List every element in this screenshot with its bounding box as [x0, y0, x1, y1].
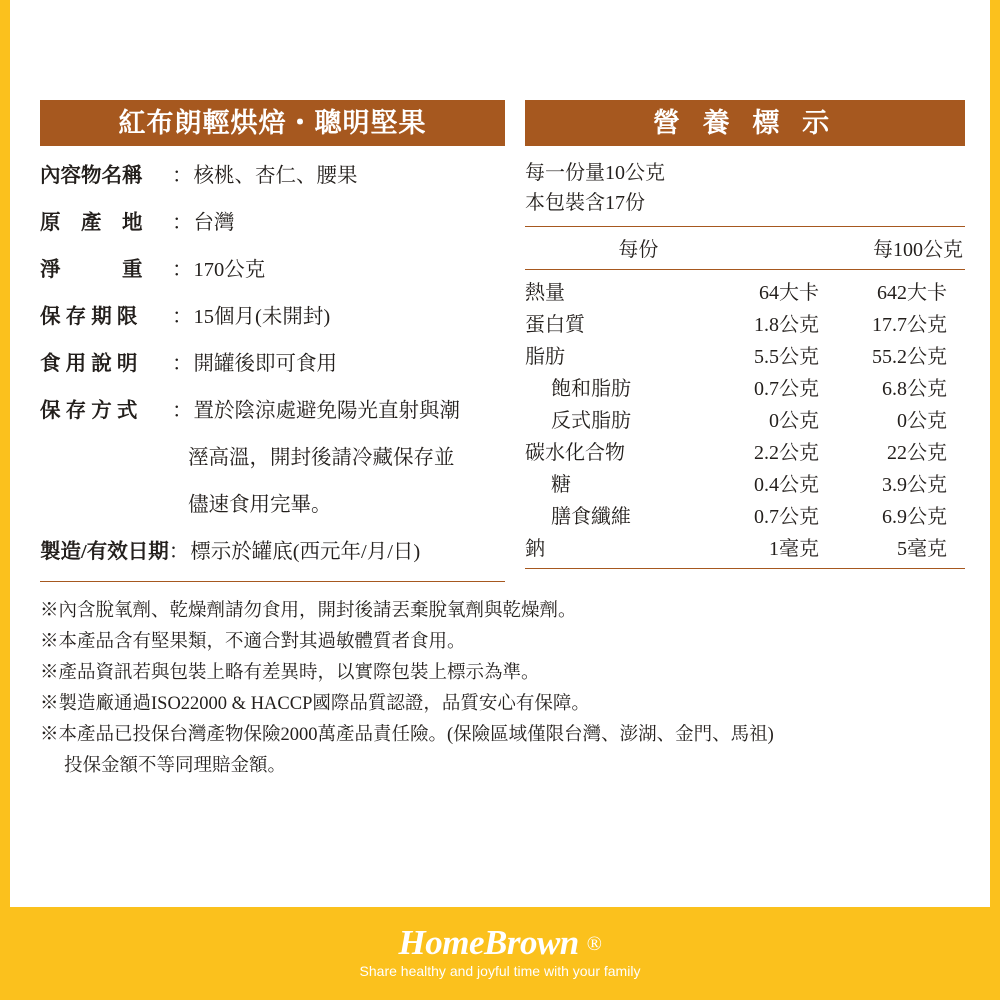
nutrient-value-per-100g: 0 — [897, 409, 907, 432]
spec-colon: ： — [172, 259, 193, 281]
spec-colon: ： — [172, 212, 193, 234]
nutrient-unit-per-100g: 公克 — [907, 505, 947, 528]
nutrient-unit-per-serving: 公克 — [779, 345, 819, 368]
servings-per-pack: 本包裝含17份 — [525, 192, 645, 214]
nutrient-value-per-100g: 5 — [897, 537, 907, 560]
brand-logo — [0, 923, 1000, 963]
nutrient-value-per-serving: 2.2 — [754, 441, 779, 464]
spec-colon: ： — [172, 306, 193, 328]
label-content — [40, 100, 970, 782]
serving-size: 每一份量10公克 — [525, 162, 665, 184]
nutrient-unit-per-serving: 公克 — [779, 473, 819, 496]
note-item: ※本產品已投保台灣產物保險2000萬產品責任險。(保險區域僅限台灣、澎湖、金門、馬祖) — [40, 725, 774, 745]
spec-label-usage: 食 用 說 明 — [40, 353, 138, 375]
table-row — [525, 434, 965, 466]
spec-value-usage: 開罐後即可食用 — [193, 353, 337, 375]
nutrient-unit-per-100g: 毫克 — [907, 537, 947, 560]
nutrient-value-per-100g: 642 — [877, 281, 907, 304]
table-row — [525, 274, 965, 306]
nutrition-divider-top — [525, 226, 965, 227]
nutrition-table-header-row — [525, 231, 965, 263]
nutrition-title-banner: 營 養 標 示 — [525, 100, 965, 146]
spec-value-storage-line3: 儘速食用完畢。 — [188, 494, 332, 516]
nutrition-facts-column — [525, 158, 965, 582]
note-item: ※製造廠通過ISO22000 & HACCP國際品質認證，品質安心有保障。 — [40, 694, 590, 714]
nutrient-value-per-100g: 6.9 — [882, 505, 907, 528]
nutrition-table — [525, 231, 965, 263]
nutrient-value-per-serving: 64 — [759, 281, 779, 304]
header-row — [40, 100, 970, 146]
spec-colon: ： — [172, 353, 193, 375]
nutrient-value-per-serving: 0.7 — [754, 377, 779, 400]
nutrient-name: 反式脂肪 — [551, 409, 631, 432]
nutrient-value-per-100g: 22 — [887, 441, 907, 464]
nutrient-unit-per-serving: 公克 — [779, 441, 819, 464]
registered-trademark-icon: ® — [586, 933, 602, 955]
note-item: ※產品資訊若與包裝上略有差異時，以實際包裝上標示為準。 — [40, 663, 540, 683]
nutrient-value-per-100g: 55.2 — [872, 345, 907, 368]
spec-row-shelf-life — [40, 299, 505, 329]
nutrient-value-per-serving: 0 — [769, 409, 779, 432]
right-yellow-bar — [990, 0, 1000, 1000]
spec-colon: ： — [168, 541, 190, 563]
spec-value-manufacture-date: 標示於罐底(西元年/月/日) — [190, 541, 421, 563]
nutrition-values-table — [525, 274, 965, 562]
note-item-continuation: 投保金額不等同理賠金額。 — [64, 756, 287, 776]
footer-bar — [0, 907, 1000, 1000]
nutrient-value-per-serving: 1 — [769, 537, 779, 560]
nutrient-value-per-100g: 3.9 — [882, 473, 907, 496]
spec-row-manufacture-date — [40, 534, 505, 564]
logo-text-home: Home — [398, 923, 484, 962]
nutrient-unit-per-100g: 公克 — [907, 377, 947, 400]
nutrient-value-per-serving: 0.7 — [754, 505, 779, 528]
product-title-banner: 紅布朗輕烘焙・聰明堅果 — [40, 100, 505, 146]
spec-colon: ： — [172, 400, 193, 422]
table-row — [525, 530, 965, 562]
nutrient-name: 糖 — [551, 473, 571, 496]
nutrient-value-per-serving: 5.5 — [754, 345, 779, 368]
nutrition-col-header-per-100g: 每100公克 — [873, 238, 963, 261]
spec-row-usage — [40, 346, 505, 376]
spec-row-net-weight — [40, 252, 505, 282]
logo-text-brown: Brown — [484, 923, 579, 962]
table-row — [525, 306, 965, 338]
nutrient-unit-per-serving: 公克 — [779, 409, 819, 432]
spec-value-storage-line2: 溼高溫，開封後請冷藏保存並 — [188, 447, 455, 469]
note-item: ※內含脫氧劑、乾燥劑請勿食用，開封後請丟棄脫氧劑與乾燥劑。 — [40, 601, 577, 621]
spec-value-shelf-life: 15個月(未開封) — [193, 306, 331, 328]
spec-label-shelf-life: 保 存 期 限 — [40, 306, 138, 328]
table-row — [525, 498, 965, 530]
spec-colon: ： — [172, 165, 193, 187]
nutrient-unit-per-serving: 公克 — [779, 313, 819, 336]
table-row — [525, 466, 965, 498]
spec-label-manufacture-date: 製造/有效日期 — [40, 541, 169, 563]
nutrition-divider-mid — [525, 269, 965, 270]
nutrient-name: 鈉 — [525, 537, 545, 560]
nutrient-value-per-100g: 17.7 — [872, 313, 907, 336]
nutrient-value-per-100g: 6.8 — [882, 377, 907, 400]
nutrient-unit-per-100g: 大卡 — [907, 281, 947, 304]
table-row — [525, 402, 965, 434]
nutrient-name: 碳水化合物 — [525, 441, 625, 464]
spec-value-net-weight: 170公克 — [193, 259, 266, 281]
spec-row-storage — [40, 393, 505, 423]
table-row — [525, 370, 965, 402]
left-column-divider — [40, 581, 505, 582]
product-spec-column — [40, 158, 505, 582]
nutrient-unit-per-100g: 公克 — [907, 473, 947, 496]
spec-value-ingredients: 核桃、杏仁、腰果 — [193, 165, 358, 187]
brand-tagline: Share healthy and joyful time with your family — [359, 963, 641, 979]
note-item: ※本產品含有堅果類，不適合對其過敏體質者食用。 — [40, 632, 466, 652]
nutrient-unit-per-serving: 公克 — [779, 377, 819, 400]
spec-value-storage: 置於陰涼處避免陽光直射與潮 — [193, 400, 460, 422]
spec-row-ingredients — [40, 158, 505, 188]
nutrient-name: 蛋白質 — [525, 313, 585, 336]
notes-list — [40, 596, 970, 782]
spec-label-net-weight: 淨 重 — [40, 259, 143, 281]
nutrient-name: 脂肪 — [525, 345, 565, 368]
two-column-body — [40, 158, 970, 582]
nutrient-name: 飽和脂肪 — [551, 377, 631, 400]
spec-label-storage: 保 存 方 式 — [40, 400, 138, 422]
nutrient-value-per-serving: 1.8 — [754, 313, 779, 336]
nutrient-unit-per-100g: 公克 — [907, 441, 947, 464]
nutrient-unit-per-serving: 毫克 — [779, 537, 819, 560]
table-row — [525, 338, 965, 370]
nutrient-unit-per-serving: 公克 — [779, 505, 819, 528]
spec-label-origin: 原 產 地 — [40, 212, 143, 234]
nutrition-divider-bottom — [525, 568, 965, 569]
nutrient-value-per-serving: 0.4 — [754, 473, 779, 496]
spec-value-origin: 台灣 — [193, 212, 235, 234]
nutrition-col-header-per-serving: 每份 — [618, 238, 659, 261]
serving-info — [525, 158, 965, 218]
left-yellow-bar — [0, 0, 10, 1000]
nutrient-unit-per-100g: 公克 — [907, 313, 947, 336]
nutrient-name: 熱量 — [525, 281, 565, 304]
nutrient-unit-per-serving: 大卡 — [779, 281, 819, 304]
spec-row-origin — [40, 205, 505, 235]
nutrient-unit-per-100g: 公克 — [907, 345, 947, 368]
nutrient-name: 膳食纖維 — [551, 505, 631, 528]
spec-label-ingredients: 內容物名稱 — [40, 165, 143, 187]
nutrient-unit-per-100g: 公克 — [907, 409, 947, 432]
